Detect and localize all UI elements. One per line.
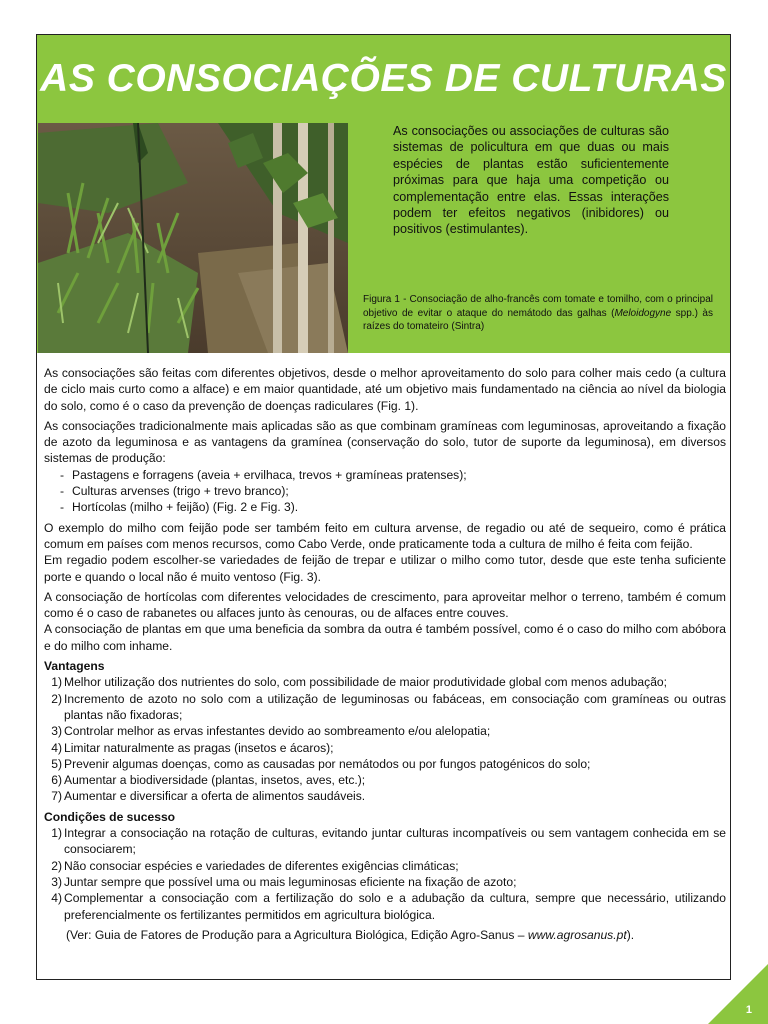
vantagens-heading: Vantagens: [44, 659, 105, 674]
caption-text-end: spp.) às raízes do tomateiro (Sintra): [363, 307, 713, 333]
item-number: 2): [51, 691, 62, 706]
paragraph: A consociação de hortícolas com diferentes velocidades de crescimento, para aproveitar melhor o terreno, também é comum como é o caso de rabanetes ou alfaces junto às cenouras, ou de alfaces entre couves.: [44, 589, 726, 621]
list-item: - Hortícolas (milho + feijão) (Fig. 2 e Fig. 3).: [60, 499, 726, 515]
item-text: Limitar naturalmente as pragas (insetos e ácaros);: [64, 740, 334, 755]
item-number: 4): [51, 740, 62, 755]
page-title: AS CONSOCIAÇÕES DE CULTURAS: [40, 57, 727, 100]
item-text: Aumentar e diversificar a oferta de alimentos saudáveis.: [64, 789, 366, 804]
list-item: [44, 691, 726, 724]
list-item: [44, 674, 726, 690]
condicoes-list: [44, 825, 726, 923]
list-item: [44, 788, 726, 804]
item-number: 3): [51, 724, 62, 739]
systems-list: [44, 467, 726, 516]
body-content: [44, 365, 726, 947]
item-number: 5): [51, 756, 62, 771]
list-item: [44, 874, 726, 890]
intro-text: As consociações ou associações de culturas são sistemas de policultura em que duas ou mais espécies de plantas estão suficientemente próximas para que haja uma competição ou complementação entre elas. Essas interações podem ter efeitos negativos (inibidores) ou positivos (estimulantes).: [393, 124, 669, 237]
caption-species: Meloidogyne: [614, 307, 672, 319]
list-item: - Culturas arvenses (trigo + trevo branco);: [60, 483, 726, 499]
reference-note: [44, 927, 726, 943]
item-text: Prevenir algumas doenças, como as causadas por nemátodos ou por fungos patogénicos do solo;: [64, 756, 591, 771]
item-text: Complementar a consociação com a fertilização do solo e a adubação da cultura, sempre que necessário, utilizando preferencialmente os fertilizantes permitidos em agricultura biológica.: [64, 891, 726, 922]
item-text: Melhor utilização dos nutrientes do solo, com possibilidade de maior produtividade global com menos adubação;: [64, 675, 668, 690]
list-item: [44, 740, 726, 756]
list-item: [44, 890, 726, 923]
condicoes-heading: Condições de sucesso: [44, 809, 176, 824]
item-text: Aumentar a biodiversidade (plantas, insetos, aves, etc.);: [64, 773, 366, 788]
item-number: 1): [51, 826, 62, 841]
item-number: 3): [51, 874, 62, 889]
item-number: 6): [51, 773, 62, 788]
paragraph: A consociação de plantas em que uma beneficia da sombra da outra é também possível, como é o caso do milho com abóbora e do milho com inhame.: [44, 622, 726, 653]
item-text: Controlar melhor as ervas infestantes devido ao sombreamento e/ou alelopatia;: [64, 724, 491, 739]
header-band: [37, 35, 730, 353]
list-item: [44, 756, 726, 772]
reference-text-end: ).: [626, 927, 635, 942]
item-number: 4): [51, 891, 62, 906]
list-item: - Pastagens e forragens (aveia + ervilhaca, trevos + gramíneas pratenses);: [60, 467, 726, 483]
paragraph: Em regadio podem escolher-se variedades de feijão de trepar e utilizar o milho como tutor, desde que este tenha suficiente porte e quando o local não é muito ventoso (Fig. 3).: [44, 553, 726, 584]
paragraph: As consociações tradicionalmente mais aplicadas são as que combinam gramíneas com leguminosas, aproveitando a fixação de azoto da leguminosa e as vantagens da gramínea (conservação do solo, tutor de suporte da leguminosa), em diversos sistemas de produção:: [44, 418, 726, 466]
page-frame: [36, 34, 731, 980]
item-text: Juntar sempre que possível uma ou mais leguminosas eficiente na fixação de azoto;: [64, 874, 517, 889]
list-item: [44, 723, 726, 739]
list-item: [44, 858, 726, 874]
reference-link[interactable]: www.agrosanus.pt: [527, 927, 627, 942]
paragraph: O exemplo do milho com feijão pode ser também feito em cultura arvense, de regadio ou até de sequeiro, como é prática comum em países com menos recursos, como Cabo Verde, onde praticamente toda a cultura de milho é feita com feijão.: [44, 520, 726, 551]
paragraph: As consociações são feitas com diferentes objetivos, desde o melhor aproveitamento do solo para colher mais cedo (a cultura de ciclo mais curto como a alface) e em maior quantidade, até um objetivo mais fundamentado na ciência ao nível da biologia do solo, como é o caso da prevenção de doenças radiculares (Fig. 1).: [44, 366, 726, 413]
caption-text: Figura 1 - Consociação de alho-francês com tomate e tomilho, com o principal objetivo de evitar o ataque do nemátodo das galhas (: [363, 294, 713, 319]
item-number: 7): [51, 789, 62, 804]
figure-1-photo: [38, 123, 348, 353]
vantagens-list: [44, 674, 726, 804]
page-corner-triangle: [708, 964, 768, 1024]
page-number: 1: [745, 1004, 752, 1016]
list-item: [44, 825, 726, 858]
list-item: [44, 772, 726, 788]
item-text: Incremento de azoto no solo com a utilização de leguminosas ou fabáceas, em consociação com gramíneas ou outras plantas não fixadoras;: [64, 691, 726, 722]
figure-1-caption: [363, 293, 713, 334]
item-text: Integrar a consociação na rotação de culturas, evitando juntar culturas incompatíveis ou sem vantagem conhecida em se consociarem;: [64, 826, 726, 857]
reference-text: (Ver: Guia de Fatores de Produção para a Agricultura Biológica, Edição Agro-Sanus –: [66, 927, 528, 942]
item-number: 2): [51, 858, 62, 873]
item-text: Não consociar espécies e variedades de diferentes exigências climáticas;: [64, 858, 459, 873]
item-number: 1): [51, 675, 62, 690]
